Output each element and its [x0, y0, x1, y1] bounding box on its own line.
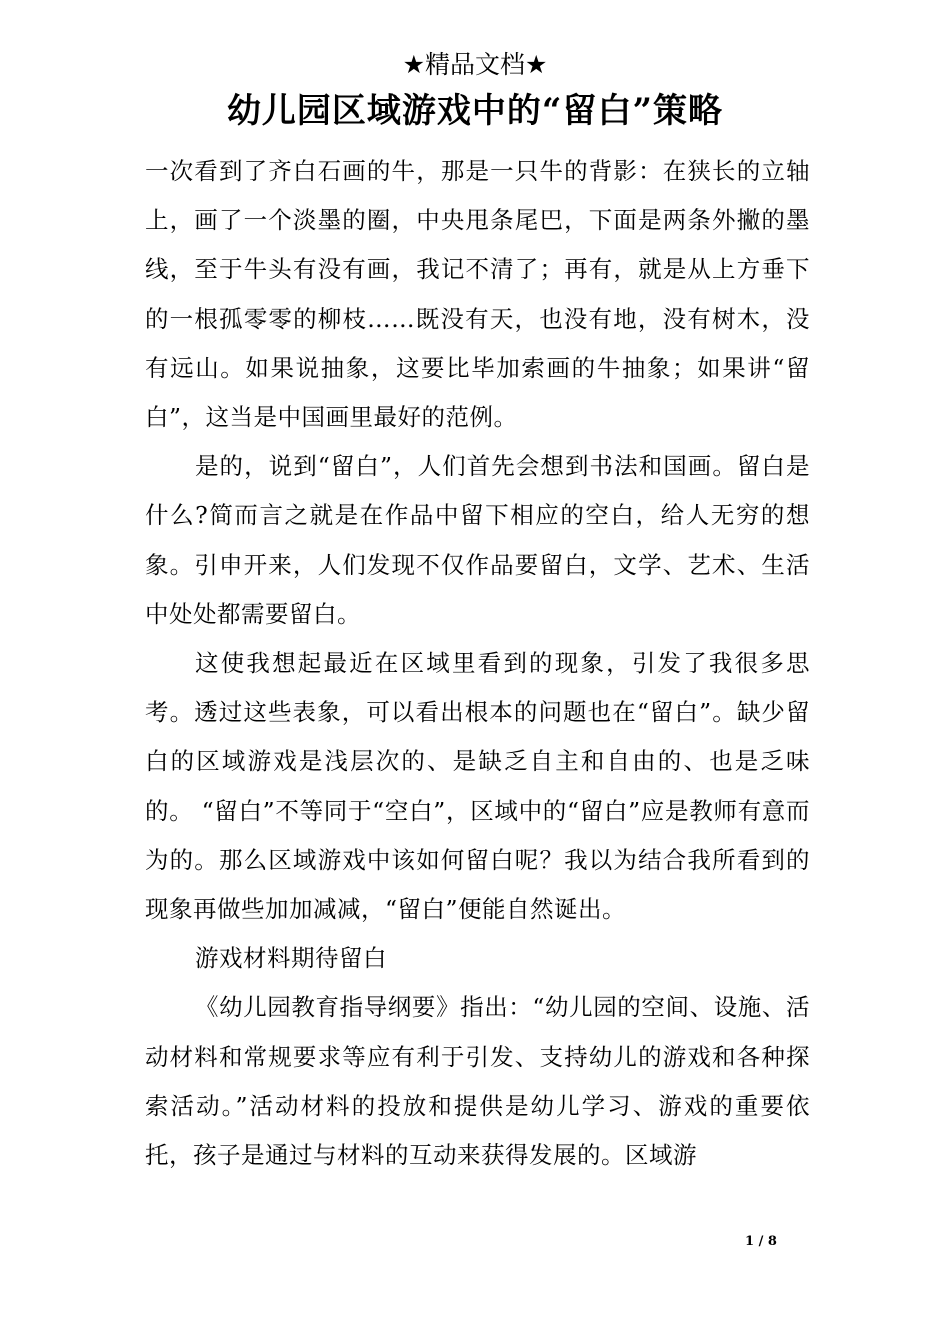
document-body: [145, 147, 810, 1180]
paragraph: 是的，说到“留白”，人们首先会想到书法和国画。留白是什么?简而言之就是在作品中留下相应的空白，给人无穷的想象。引申开来，人们发现不仅作品要留白，文学、艺术、生活中处处都需要留白。: [145, 452, 810, 628]
section-heading: 游戏材料期待留白: [195, 944, 387, 973]
paragraph: 一次看到了齐白石画的牛，那是一只牛的背影：在狭长的立轴上，画了一个淡墨的圈，中央甩条尾巴，下面是两条外撇的墨线，至于牛头有没有画，我记不清了；再有，就是从上方垂下的一根孤零零的柳枝……既没有天，也没有地，没有树木，没有远山。如果说抽象，这要比毕加索画的牛抽象；如果讲“留白”，这当是中国画里最好的范例。: [145, 157, 810, 432]
page-header: ★精品文档★: [402, 50, 548, 79]
page-number: 1 / 8: [745, 1234, 777, 1249]
document-title: 幼儿园区域游戏中的“留白”策略: [226, 91, 724, 131]
paragraph: 这使我想起最近在区域里看到的现象，引发了我很多思考。透过这些表象，可以看出根本的问题也在“留白”。缺少留白的区域游戏是浅层次的、是缺乏自主和自由的、也是乏味的。 “留白”不等同于“空白”，区域中的“留白”应是教师有意而为的。那么区域游戏中该如何留白呢？我以为结合我所看到的现象再做些加加减减，“留白”便能自然诞出。: [145, 649, 810, 924]
paragraph: 《幼儿园教育指导纲要》指出：“幼儿园的空间、设施、活动材料和常规要求等应有利于引发、支持幼儿的游戏和各种探索活动。”活动材料的投放和提供是幼儿学习、游戏的重要依托，孩子是通过与材料的互动来获得发展的。区域游: [145, 993, 810, 1170]
